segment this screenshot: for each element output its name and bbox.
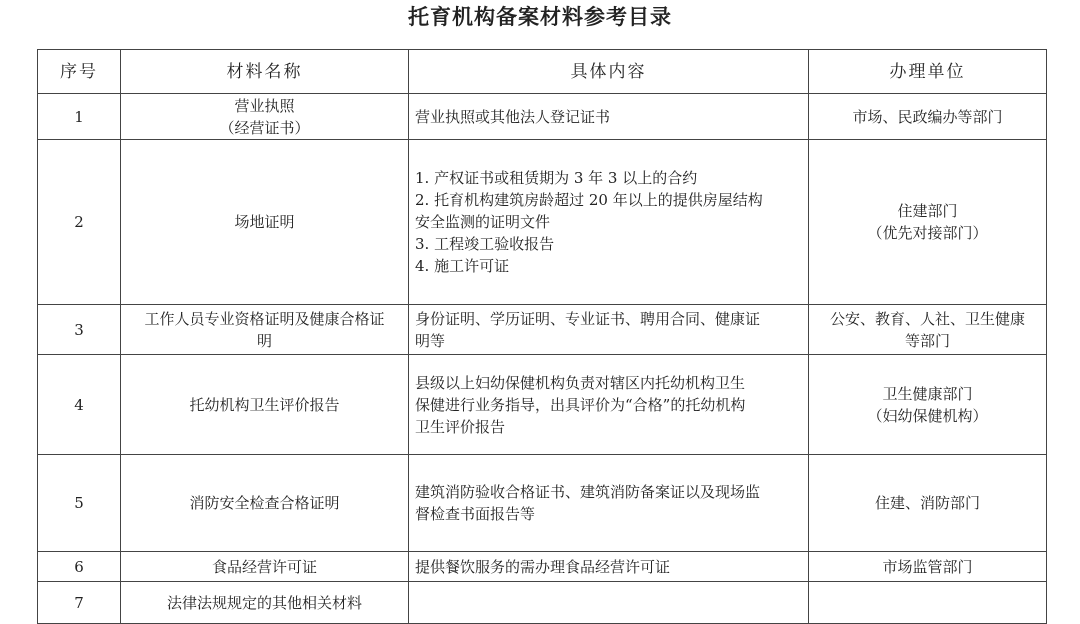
handling-unit-line: 等部门 <box>904 331 950 350</box>
material-content-line: 4. 施工许可证 <box>415 257 510 275</box>
material-content <box>409 305 809 355</box>
header-unit: 办理单位 <box>809 50 1047 94</box>
material-content-line: 身份证明、学历证明、专业证书、聘用合同、健康证 <box>415 309 761 328</box>
material-name-line: 法律法规规定的其他相关材料 <box>166 593 362 612</box>
material-content-line: 2. 托育机构建筑房龄超过 20 年以上的提供房屋结构 <box>415 191 763 209</box>
table-row <box>38 355 1047 455</box>
material-name-line: 食品经营许可证 <box>211 557 317 576</box>
table-body <box>38 94 1047 624</box>
material-content-line: 保健进行业务指导，出具评价为“合格”的托幼机构 <box>415 395 746 414</box>
material-name <box>121 552 409 582</box>
handling-unit-line: （妇幼保健机构） <box>867 406 988 425</box>
material-name-line: 消防安全检查合格证明 <box>189 494 340 512</box>
material-content-line: 提供餐饮服务的需办理食品经营许可证 <box>415 557 671 576</box>
row-number: 1 <box>38 94 121 140</box>
row-number: 3 <box>38 305 121 355</box>
handling-unit <box>809 355 1047 455</box>
handling-unit-line: 住建、消防部门 <box>874 494 980 512</box>
material-content-line: 3. 工程竣工验收报告 <box>415 235 555 253</box>
material-name <box>121 455 409 552</box>
handling-unit <box>809 94 1047 140</box>
header-no: 序号 <box>38 50 121 94</box>
material-name-line: 营业执照 <box>234 96 295 115</box>
material-name <box>121 94 409 140</box>
row-number: 6 <box>38 552 121 582</box>
material-content <box>409 94 809 140</box>
material-name <box>121 355 409 455</box>
material-name-line: （经营证书） <box>219 118 310 137</box>
material-name-line: 托幼机构卫生评价报告 <box>189 395 340 414</box>
table-row <box>38 552 1047 582</box>
row-number: 2 <box>38 140 121 305</box>
table-row <box>38 582 1047 624</box>
material-name-line: 工作人员专业资格证明及健康合格证 <box>144 309 385 328</box>
material-content <box>409 355 809 455</box>
header-content: 具体内容 <box>409 50 809 94</box>
material-content-line: 安全监测的证明文件 <box>415 213 551 231</box>
material-content <box>409 455 809 552</box>
table-row <box>38 305 1047 355</box>
material-content-line: 营业执照或其他法人登记证书 <box>415 107 611 126</box>
handling-unit-line: 住建部门 <box>897 202 958 220</box>
material-content-line: 1. 产权证书或租赁期为 3 年 3 以上的合约 <box>415 169 698 187</box>
handling-unit <box>809 140 1047 305</box>
material-name <box>121 582 409 624</box>
materials-table <box>37 49 1047 624</box>
table-header-row <box>38 50 1047 94</box>
handling-unit-line: （优先对接部门） <box>867 224 988 242</box>
row-number: 5 <box>38 455 121 552</box>
document-title: 托育机构备案材料参考目录 <box>408 5 672 29</box>
material-content <box>409 140 809 305</box>
table-row <box>38 94 1047 140</box>
material-content-line: 督检查书面报告等 <box>415 505 536 523</box>
material-content <box>409 582 809 624</box>
material-content <box>409 552 809 582</box>
material-content-line: 卫生评价报告 <box>415 417 506 436</box>
material-name-line: 明 <box>256 331 272 350</box>
handling-unit <box>809 552 1047 582</box>
material-content-line: 建筑消防验收合格证书、建筑消防备案证以及现场监 <box>415 483 761 501</box>
handling-unit-line: 卫生健康部门 <box>882 384 973 403</box>
table-row <box>38 140 1047 305</box>
handling-unit <box>809 582 1047 624</box>
material-name <box>121 140 409 305</box>
table-row <box>38 455 1047 552</box>
material-name-line: 场地证明 <box>234 213 295 231</box>
header-name: 材料名称 <box>121 50 409 94</box>
row-number: 4 <box>38 355 121 455</box>
material-content-line: 明等 <box>415 331 446 350</box>
handling-unit <box>809 455 1047 552</box>
row-number: 7 <box>38 582 121 624</box>
handling-unit-line: 公安、教育、人社、卫生健康 <box>829 309 1025 328</box>
material-name <box>121 305 409 355</box>
handling-unit-line: 市场、民政编办等部门 <box>852 107 1003 126</box>
handling-unit <box>809 305 1047 355</box>
handling-unit-line: 市场监管部门 <box>882 557 973 576</box>
material-content-line: 县级以上妇幼保健机构负责对辖区内托幼机构卫生 <box>415 373 746 392</box>
